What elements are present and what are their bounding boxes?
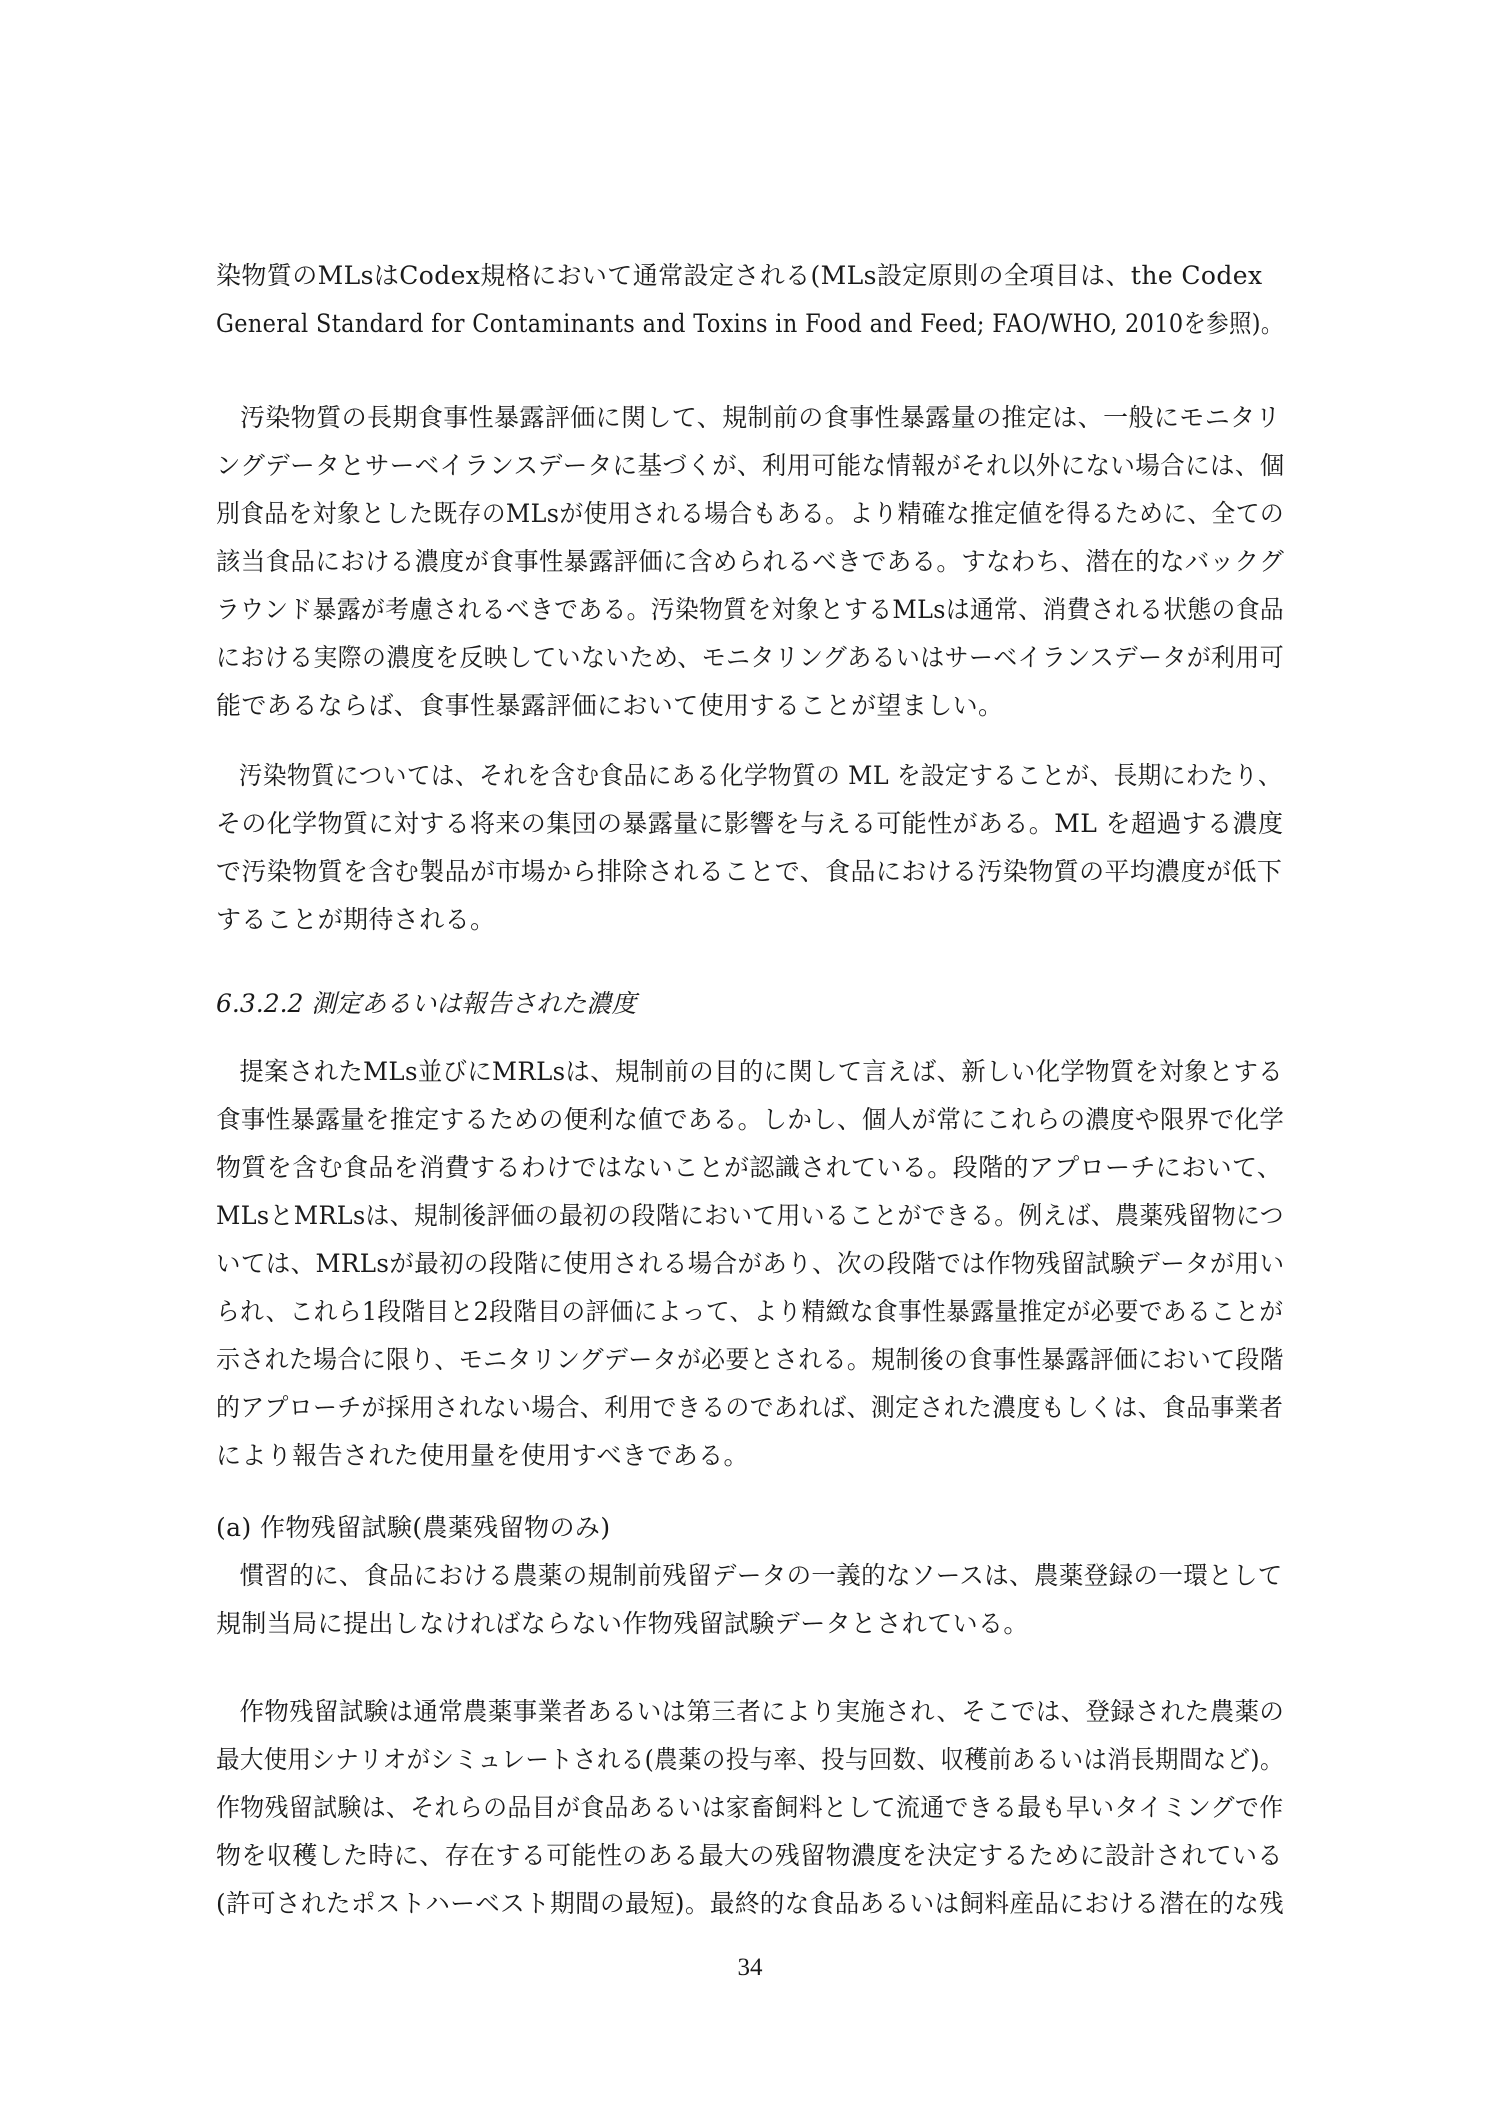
- text-line: することが期待される。: [216, 905, 496, 934]
- paragraph-4: [216, 1048, 1284, 1480]
- section-heading-text: 6.3.2.2 測定あるいは報告された濃度: [216, 989, 637, 1018]
- text-line: 食事性暴露量を推定するための便利な値である。しかし、個人が常にこれらの濃度や限界で化学: [216, 1105, 1285, 1134]
- text-line: 慣習的に、食品における農薬の規制前残留データの一義的なソースは、農薬登録の一環として: [239, 1561, 1283, 1590]
- paragraph-5: [216, 1552, 1284, 1648]
- text-line: で汚染物質を含む製品が市場から排除されることで、食品における汚染物質の平均濃度が低下: [216, 857, 1283, 886]
- text-line: 規制当局に提出しなければならない作物残留試験データとされている。: [216, 1609, 1029, 1638]
- text-line: における実際の濃度を反映していないため、モニタリングあるいはサーベイランスデータが利用可: [216, 643, 1285, 672]
- text-line: 染物質のMLsはCodex規格において通常設定される(MLs設定原則の全項目は、the Codex: [216, 261, 1263, 290]
- text-line: 的アプローチが採用されない場合、利用できるのであれば、測定された濃度もしくは、食品事業者: [216, 1393, 1284, 1422]
- paragraph-1: [216, 252, 1284, 348]
- text-line: 該当食品における濃度が食事性暴露評価に含められるべきである。すなわち、潜在的なバックグ: [216, 547, 1285, 576]
- text-line: 最大使用シナリオがシミュレートされる(農薬の投与率、投与回数、収穫前あるいは消長期間など)。: [216, 1745, 1284, 1774]
- section-heading: [216, 980, 1284, 1028]
- text-line: 物質を含む食品を消費するわけではないことが認識されている。段階的アプローチにおいて、: [216, 1153, 1283, 1182]
- text-line: 作物残留試験は通常農薬事業者あるいは第三者により実施され、そこでは、登録された農薬の: [239, 1697, 1285, 1726]
- subheading: [216, 1504, 1284, 1552]
- text-line: General Standard for Contaminants and Toxins in Food and Feed; FAO/WHO, 2010を参照)。: [216, 309, 1284, 338]
- text-line: その化学物質に対する将来の集団の暴露量に影響を与える可能性がある。ML を超過する濃度: [216, 809, 1284, 838]
- subheading-text: (a) 作物残留試験(農薬残留物のみ): [216, 1513, 611, 1542]
- text-line: 作物残留試験は、それらの品目が食品あるいは家畜飼料として流通できる最も早いタイミングで作: [216, 1793, 1284, 1822]
- text-line: ングデータとサーベイランスデータに基づくが、利用可能な情報がそれ以外にない場合には、個: [216, 451, 1285, 480]
- text-line: 提案されたMLs並びにMRLsは、規制前の目的に関して言えば、新しい化学物質を対象とする: [239, 1057, 1284, 1086]
- text-line: 示された場合に限り、モニタリングデータが必要とされる。規制後の食事性暴露評価において段階: [216, 1345, 1284, 1374]
- text-line: られ、これら1段階目と2段階目の評価によって、より精緻な食事性暴露量推定が必要であることが: [216, 1297, 1284, 1326]
- text-line: MLsとMRLsは、規制後評価の最初の段階において用いることができる。例えば、農薬残留物につ: [216, 1201, 1284, 1230]
- paragraph-2: [216, 394, 1284, 730]
- paragraph-6: [216, 1688, 1284, 1928]
- text-line: ラウンド暴露が考慮されるべきである。汚染物質を対象とするMLsは通常、消費される状態の食品: [216, 595, 1285, 624]
- paragraph-3: [216, 752, 1284, 944]
- text-line: 別食品を対象とした既存のMLsが使用される場合もある。より精確な推定値を得るために、全ての: [216, 499, 1285, 528]
- text-line: (許可されたポストハーベスト期間の最短)。最終的な食品あるいは飼料産品における潜在的な残: [216, 1889, 1285, 1918]
- text-line: いては、MRLsが最初の段階に使用される場合があり、次の段階では作物残留試験データが用い: [216, 1249, 1285, 1278]
- page-number: 34: [737, 1954, 763, 1981]
- text-line: により報告された使用量を使用すべきである。: [216, 1441, 749, 1470]
- text-line: 物を収穫した時に、存在する可能性のある最大の残留物濃度を決定するために設計されている: [216, 1841, 1283, 1870]
- text-line: 汚染物質については、それを含む食品にある化学物質の ML を設定することが、長期にわたり、: [238, 761, 1283, 790]
- text-line: 汚染物質の長期食事性暴露評価に関して、規制前の食事性暴露量の推定は、一般にモニタリ: [240, 403, 1281, 432]
- text-line: 能であるならば、食事性暴露評価において使用することが望ましい。: [216, 691, 1004, 720]
